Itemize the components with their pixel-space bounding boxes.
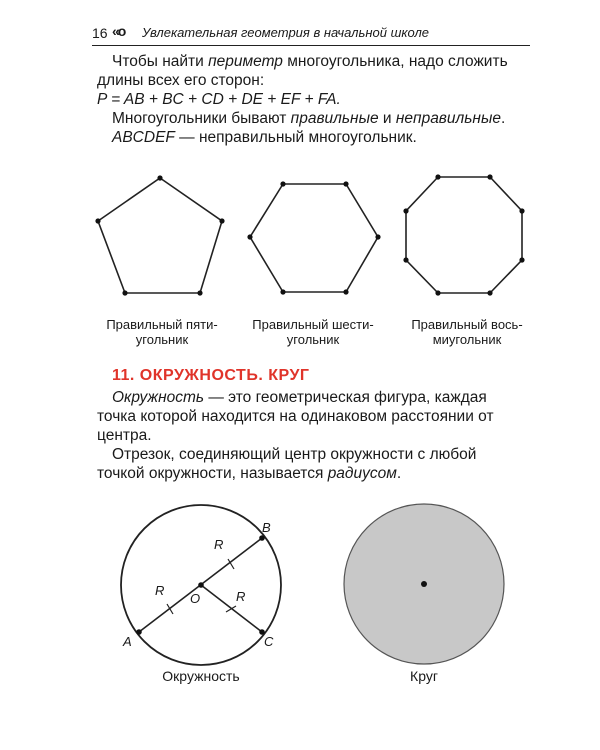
- text: и: [378, 110, 396, 127]
- polygon-name: ABCDEF: [112, 129, 175, 146]
- text: Многоугольники бывают: [112, 110, 291, 127]
- text: .: [500, 110, 506, 127]
- term-radius: радиусом: [327, 465, 397, 482]
- caption-line: миугольник: [432, 332, 502, 347]
- term-regular: правильные: [290, 110, 379, 127]
- term-irregular: неправильные: [395, 110, 501, 127]
- text: .: [396, 465, 402, 482]
- caption-line: угольник: [286, 332, 340, 347]
- definition-line-2: точка которой находится на одинаковом расстоянии от: [97, 408, 494, 425]
- text: Чтобы найти: [112, 53, 209, 70]
- circle-diagram: [121, 505, 281, 665]
- text: — неправильный многоугольник.: [174, 129, 417, 146]
- section-title: 11. ОКРУЖНОСТЬ. КРУГ: [112, 367, 310, 384]
- caption-line: Правильный вось-: [411, 317, 523, 332]
- point-b-label: B: [262, 520, 271, 535]
- text: — это геометрическая фигура, каждая: [204, 389, 487, 406]
- point-c-label: C: [264, 634, 274, 649]
- text: многоугольника, надо сложить: [282, 53, 508, 70]
- caption-line: Правильный пяти-: [106, 317, 218, 332]
- radius-label-upper: R: [214, 537, 224, 552]
- page-number: 16: [92, 25, 108, 41]
- caption-line: угольник: [135, 332, 189, 347]
- point-a-label: A: [123, 634, 132, 649]
- header-ornament: «o: [112, 23, 125, 39]
- circle-caption: Окружность: [162, 668, 240, 684]
- caption-line: Правильный шести-: [252, 317, 374, 332]
- perimeter-formula: P = AB + BC + CD + DE + EF + FA.: [97, 91, 341, 108]
- intro-line-2: длины всех его сторон:: [97, 72, 265, 89]
- center-o-label: O: [190, 591, 201, 606]
- term-circle: Окружность: [112, 389, 205, 406]
- definition-line-3: центра.: [97, 427, 152, 444]
- disc-diagram: [344, 504, 504, 664]
- radius-label-right: R: [236, 589, 246, 604]
- term-perimeter: периметр: [208, 53, 283, 70]
- radius-line-1: Отрезок, соединяющий центр окружности с любой: [112, 446, 477, 463]
- text: точкой окружности, называется: [97, 465, 328, 482]
- book-title: Увлекательная геометрия в начальной школе: [142, 25, 430, 40]
- radius-label-left: R: [155, 583, 165, 598]
- disc-caption: Круг: [410, 668, 438, 684]
